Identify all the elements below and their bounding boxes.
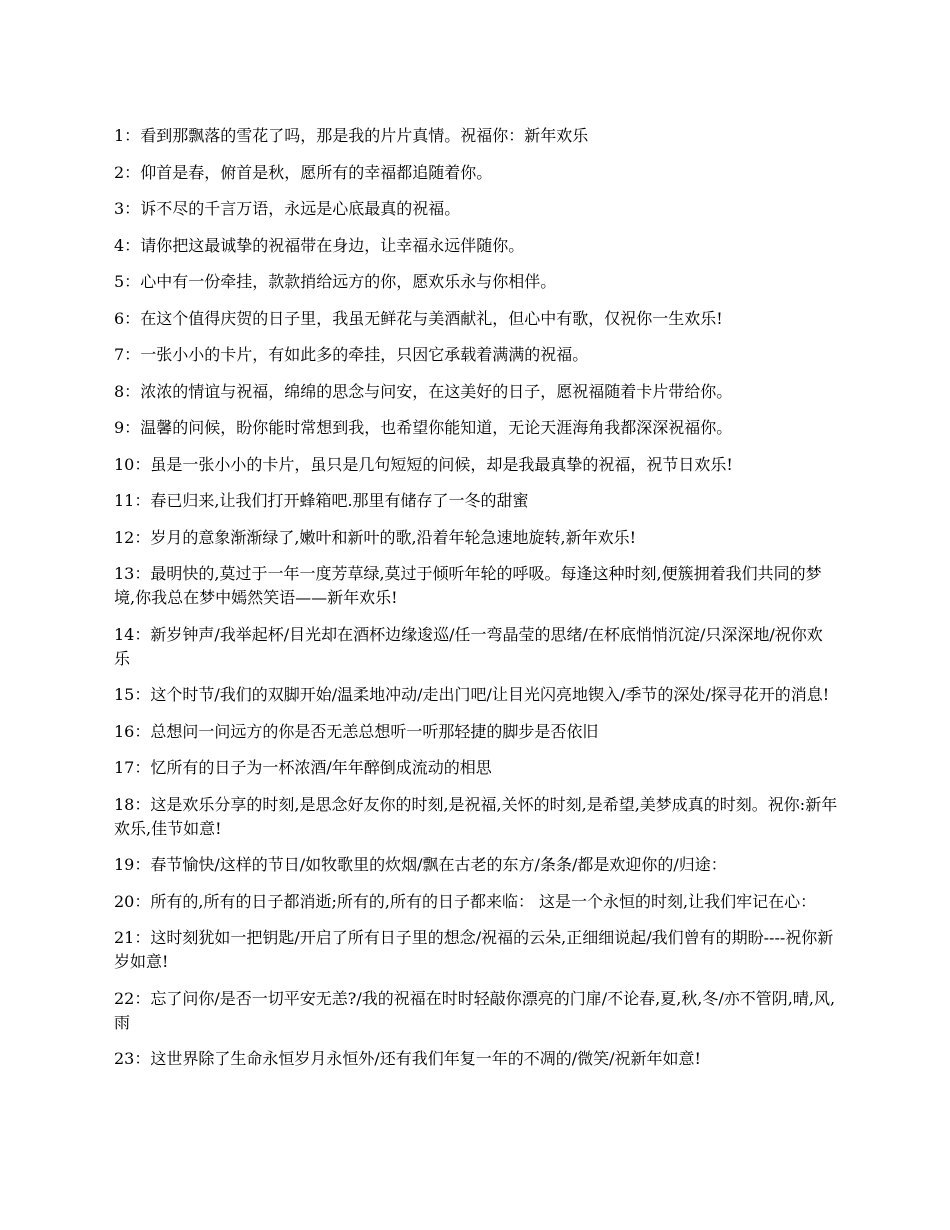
item-number: 16：: [114, 721, 151, 741]
item-text: 忘了问你/是否一切平安无恙?/我的祝福在时时轻敲你漂亮的门扉/不论春,夏,秋,冬/亦不管阴,晴,风,雨: [114, 988, 836, 1032]
item-text: 在这个值得庆贺的日子里，我虽无鲜花与美酒献礼，但心中有歌，仅祝你一生欢乐!: [140, 308, 723, 328]
list-item: [114, 270, 838, 294]
list-item: [114, 720, 838, 744]
item-text: 一张小小的卡片，有如此多的牵挂，只因它承载着满满的祝福。: [140, 345, 589, 364]
item-number: 15：: [114, 685, 151, 704]
item-text: 春节愉快/这样的节日/如牧歌里的炊烟/飘在古老的东方/条条/都是欢迎你的/归途：: [150, 855, 727, 874]
item-text: 这世界除了生命永恒岁月永恒外/还有我们年复一年的不凋的/微笑/祝新年如意!: [150, 1049, 701, 1068]
item-text: 温馨的问候，盼你能时常想到我，也希望你能知道，无论天涯海角我都深深祝福你。: [140, 418, 733, 437]
item-number: 17：: [114, 758, 151, 777]
item-number: 3：: [114, 199, 141, 218]
item-text: 春已归来,让我们打开蜂箱吧.那里有储存了一冬的甜蜜: [150, 491, 529, 510]
document-body: [114, 124, 838, 1084]
item-text: 诉不尽的千言万语，永远是心底最真的祝福。: [140, 199, 461, 218]
item-number: 12：: [114, 527, 151, 547]
item-text: 最明快的,莫过于一年一度芳草绿,莫过于倾听年轮的呼吸。每逢这种时刻,便簇拥着我们共同的梦境,你我总在梦中嫣然笑语——新年欢乐!: [114, 564, 822, 607]
list-item: [114, 489, 838, 513]
list-item: [114, 683, 838, 707]
list-item: [114, 124, 838, 148]
item-text: 心中有一份牵挂，款款捎给远方的你，愿欢乐永与你相伴。: [140, 272, 557, 291]
item-number: 10：: [114, 454, 151, 474]
item-number: 2：: [114, 162, 141, 182]
list-item: [114, 526, 838, 550]
item-number: 20：: [114, 891, 151, 911]
list-item: [114, 793, 838, 841]
list-item: [114, 343, 838, 367]
item-number: 7：: [114, 345, 141, 364]
list-item: [114, 307, 838, 331]
item-number: 18：: [114, 794, 151, 814]
list-item: [114, 197, 838, 221]
list-item: [114, 380, 838, 404]
item-number: 5：: [114, 272, 141, 291]
item-number: 22：: [114, 988, 151, 1008]
item-number: 1：: [114, 126, 141, 145]
item-text: 仰首是春，俯首是秋，愿所有的幸福都追随着你。: [140, 162, 493, 182]
list-item: [114, 987, 838, 1035]
item-text: 看到那飘落的雪花了吗，那是我的片片真情。祝福你：新年欢乐: [140, 126, 589, 145]
list-item: [114, 234, 838, 258]
item-number: 4：: [114, 235, 141, 255]
list-item: [114, 623, 838, 671]
list-item: [114, 562, 838, 610]
list-item: [114, 926, 838, 974]
item-text: 这是欢乐分享的时刻,是思念好友你的时刻,是祝福,关怀的时刻,是希望,美梦成真的时刻。祝你:新年欢乐,佳节如意!: [114, 794, 838, 838]
item-number: 9：: [114, 418, 141, 437]
item-number: 11：: [114, 491, 151, 510]
item-text: 总想问一问远方的你是否无恙总想听一听那轻捷的脚步是否依旧: [150, 721, 599, 741]
list-item: [114, 453, 838, 477]
item-number: 13：: [114, 564, 151, 583]
item-text: 岁月的意象渐渐绿了,嫩叶和新叶的歌,沿着年轮急速地旋转,新年欢乐!: [150, 527, 637, 547]
item-text: 这个时节/我们的双脚开始/温柔地冲动/走出门吧/让目光闪亮地锲入/季节的深处/探寻花开的消息!: [150, 685, 830, 704]
list-item: [114, 1047, 838, 1071]
item-text: 忆所有的日子为一杯浓酒/年年醉倒成流动的相思: [150, 758, 492, 777]
item-number: 6：: [114, 308, 141, 328]
item-text: 虽是一张小小的卡片，虽只是几句短短的问候，却是我最真挚的祝福，祝节日欢乐!: [150, 454, 733, 474]
item-text: 请你把这最诚挚的祝福带在身边，让幸福永远伴随你。: [140, 235, 525, 255]
item-number: 8：: [114, 381, 141, 401]
item-number: 14：: [114, 624, 151, 644]
list-item: [114, 853, 838, 877]
item-text: 所有的,所有的日子都消逝;所有的,所有的日子都来临： 这是一个永恒的时刻,让我们牢记在心：: [150, 891, 817, 911]
item-number: 21：: [114, 928, 151, 947]
list-item: [114, 416, 838, 440]
item-number: 19：: [114, 855, 151, 874]
list-item: [114, 756, 838, 780]
item-text: 新岁钟声/我举起杯/目光却在酒杯边缘逡巡/任一弯晶莹的思绪/在杯底悄悄沉淀/只深深地/祝你欢乐: [114, 624, 823, 668]
list-item: [114, 161, 838, 185]
list-item: [114, 890, 838, 914]
item-number: 23：: [114, 1049, 151, 1068]
item-text: 浓浓的情谊与祝福，绵绵的思念与问安，在这美好的日子，愿祝福随着卡片带给你。: [140, 381, 733, 401]
item-text: 这时刻犹如一把钥匙/开启了所有日子里的想念/祝福的云朵,正细细说起/我们曾有的期盼----祝你新岁如意!: [114, 928, 834, 971]
